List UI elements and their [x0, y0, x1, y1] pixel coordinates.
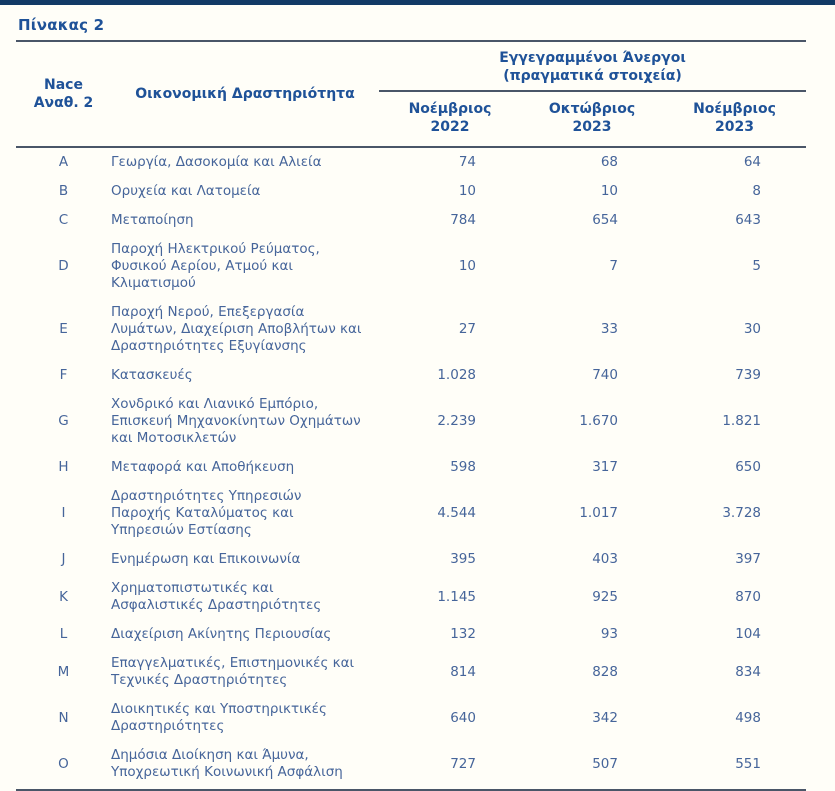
value-nov-2022: 727 — [450, 755, 476, 772]
nace-code: K — [59, 588, 68, 605]
unemployment-table — [16, 42, 806, 787]
header-activity: Οικονομική Δραστηριότητα — [111, 42, 379, 147]
period-year: 2023 — [715, 119, 754, 135]
header-nace — [16, 42, 111, 147]
activity-name: Επαγγελματικές, Επιστημονικές και Τεχνικές Δραστηριότητες — [111, 655, 355, 688]
nace-code: H — [58, 459, 69, 475]
nace-code: N — [58, 709, 69, 726]
value-oct-2023: 317 — [592, 459, 618, 475]
value-nov-2023: 643 — [735, 212, 761, 228]
table-row — [16, 453, 806, 482]
value-nov-2023: 551 — [735, 755, 761, 772]
table-row — [16, 177, 806, 206]
value-oct-2023: 93 — [600, 626, 618, 642]
value-nov-2023: 834 — [735, 663, 761, 680]
value-nov-2023: 5 — [752, 258, 761, 274]
value-nov-2022: 1.145 — [437, 588, 476, 605]
header-group — [379, 42, 806, 91]
header-period-nov-2023 — [663, 91, 806, 147]
nace-code: D — [58, 258, 69, 274]
value-nov-2022: 395 — [450, 551, 476, 567]
activity-name: Μεταποίηση — [111, 212, 194, 228]
value-nov-2023: 1.821 — [722, 413, 761, 429]
activity-name: Ορυχεία και Λατομεία — [111, 183, 261, 199]
table-row — [16, 695, 806, 741]
value-nov-2023: 739 — [735, 367, 761, 383]
nace-code: G — [58, 413, 69, 429]
activity-name: Δημόσια Διοίκηση και Άμυνα, Υποχρεωτική Κοινωνική Ασφάλιση — [111, 747, 343, 780]
activity-name: Χρηματοπιστωτικές και Ασφαλιστικές Δραστηριότητες — [111, 580, 322, 613]
table-row — [16, 206, 806, 235]
activity-name: Διαχείριση Ακίνητης Περιουσίας — [111, 626, 332, 642]
period-year: 2023 — [572, 119, 612, 135]
table-row — [16, 390, 806, 453]
value-nov-2022: 27 — [458, 321, 476, 337]
value-oct-2023: 1.017 — [579, 505, 618, 521]
value-oct-2023: 68 — [600, 154, 618, 170]
value-oct-2023: 33 — [600, 321, 618, 337]
activity-name: Παροχή Νερού, Επεξεργασία Λυμάτων, Διαχείριση Αποβλήτων και Δραστηριότητες Εξυγίανσης — [111, 304, 362, 354]
value-nov-2022: 598 — [450, 459, 476, 475]
activity-name: Παροχή Ηλεκτρικού Ρεύματος, Φυσικού Αερίου, Ατμού και Κλιματισμού — [111, 241, 320, 291]
nace-code: O — [58, 755, 69, 772]
value-nov-2022: 814 — [450, 663, 476, 680]
value-nov-2022: 2.239 — [437, 413, 476, 429]
header-group-line1: Εγγεγραμμένοι Άνεργοι — [499, 50, 686, 66]
nace-code: B — [58, 183, 69, 199]
value-nov-2022: 1.028 — [437, 367, 476, 383]
value-nov-2023: 650 — [735, 459, 761, 475]
table-row — [16, 147, 806, 177]
table-row — [16, 235, 806, 298]
header-period-oct-2023 — [521, 91, 663, 147]
period-month: Νοέμβριος — [693, 101, 776, 117]
value-nov-2023: 104 — [735, 626, 761, 642]
header-group-line2: (πραγματικά στοιχεία) — [503, 68, 682, 84]
value-oct-2023: 7 — [609, 258, 618, 274]
value-oct-2023: 925 — [592, 588, 618, 605]
value-oct-2023: 1.670 — [579, 413, 618, 429]
table-row — [16, 741, 806, 787]
table-header — [16, 42, 806, 147]
header-nace-label: Nace Αναθ. 2 — [33, 77, 94, 111]
value-nov-2022: 784 — [450, 212, 476, 228]
table-row — [16, 298, 806, 361]
period-year: 2022 — [430, 119, 470, 135]
table-row — [16, 482, 806, 545]
value-nov-2023: 64 — [743, 154, 761, 170]
value-nov-2023: 3.728 — [722, 505, 761, 521]
nace-code: C — [58, 212, 69, 228]
period-month: Νοέμβριος — [408, 101, 492, 117]
table-row — [16, 574, 806, 620]
nace-code: A — [58, 154, 69, 170]
nace-code: E — [59, 321, 68, 337]
value-nov-2023: 8 — [752, 183, 761, 199]
value-nov-2023: 397 — [735, 551, 761, 567]
nace-code: M — [57, 663, 70, 680]
activity-name: Ενημέρωση και Επικοινωνία — [111, 551, 301, 567]
activity-name: Διοικητικές και Υποστηρικτικές Δραστηριότητες — [111, 701, 327, 734]
value-nov-2022: 132 — [450, 626, 476, 642]
value-nov-2023: 498 — [735, 709, 761, 726]
value-oct-2023: 342 — [592, 709, 618, 726]
page-title: Πίνακας 2 — [18, 16, 105, 34]
period-month: Οκτώβριος — [548, 101, 636, 117]
value-nov-2023: 870 — [735, 588, 761, 605]
value-nov-2023: 30 — [743, 321, 761, 337]
activity-name: Γεωργία, Δασοκομία και Αλιεία — [111, 154, 322, 170]
activity-name: Μεταφορά και Αποθήκευση — [111, 459, 295, 475]
table-row — [16, 620, 806, 649]
value-oct-2023: 403 — [592, 551, 618, 567]
activity-name: Κατασκευές — [111, 367, 193, 383]
table-row — [16, 649, 806, 695]
nace-code: I — [61, 505, 66, 521]
nace-code: F — [59, 367, 68, 383]
activity-name: Δραστηριότητες Υπηρεσιών Παροχής Καταλύματος και Υπηρεσιών Εστίασης — [111, 488, 302, 538]
table-row — [16, 361, 806, 390]
table-body — [16, 147, 806, 787]
value-oct-2023: 828 — [592, 663, 618, 680]
value-nov-2022: 10 — [458, 183, 476, 199]
activity-name: Χονδρικό και Λιανικό Εμπόριο, Επισκευή Μηχανοκίνητων Οχημάτων και Μοτοσικλετών — [111, 396, 361, 446]
value-oct-2023: 654 — [592, 212, 618, 228]
value-oct-2023: 740 — [592, 367, 618, 383]
header-period-nov-2022 — [379, 91, 521, 147]
document-page — [0, 5, 822, 791]
value-nov-2022: 640 — [450, 709, 476, 726]
value-oct-2023: 507 — [592, 755, 618, 772]
nace-code: L — [59, 626, 68, 642]
value-nov-2022: 4.544 — [437, 505, 476, 521]
table-row — [16, 545, 806, 574]
nace-code: J — [61, 551, 66, 567]
value-nov-2022: 10 — [458, 258, 476, 274]
value-oct-2023: 10 — [600, 183, 618, 199]
value-nov-2022: 74 — [458, 154, 476, 170]
